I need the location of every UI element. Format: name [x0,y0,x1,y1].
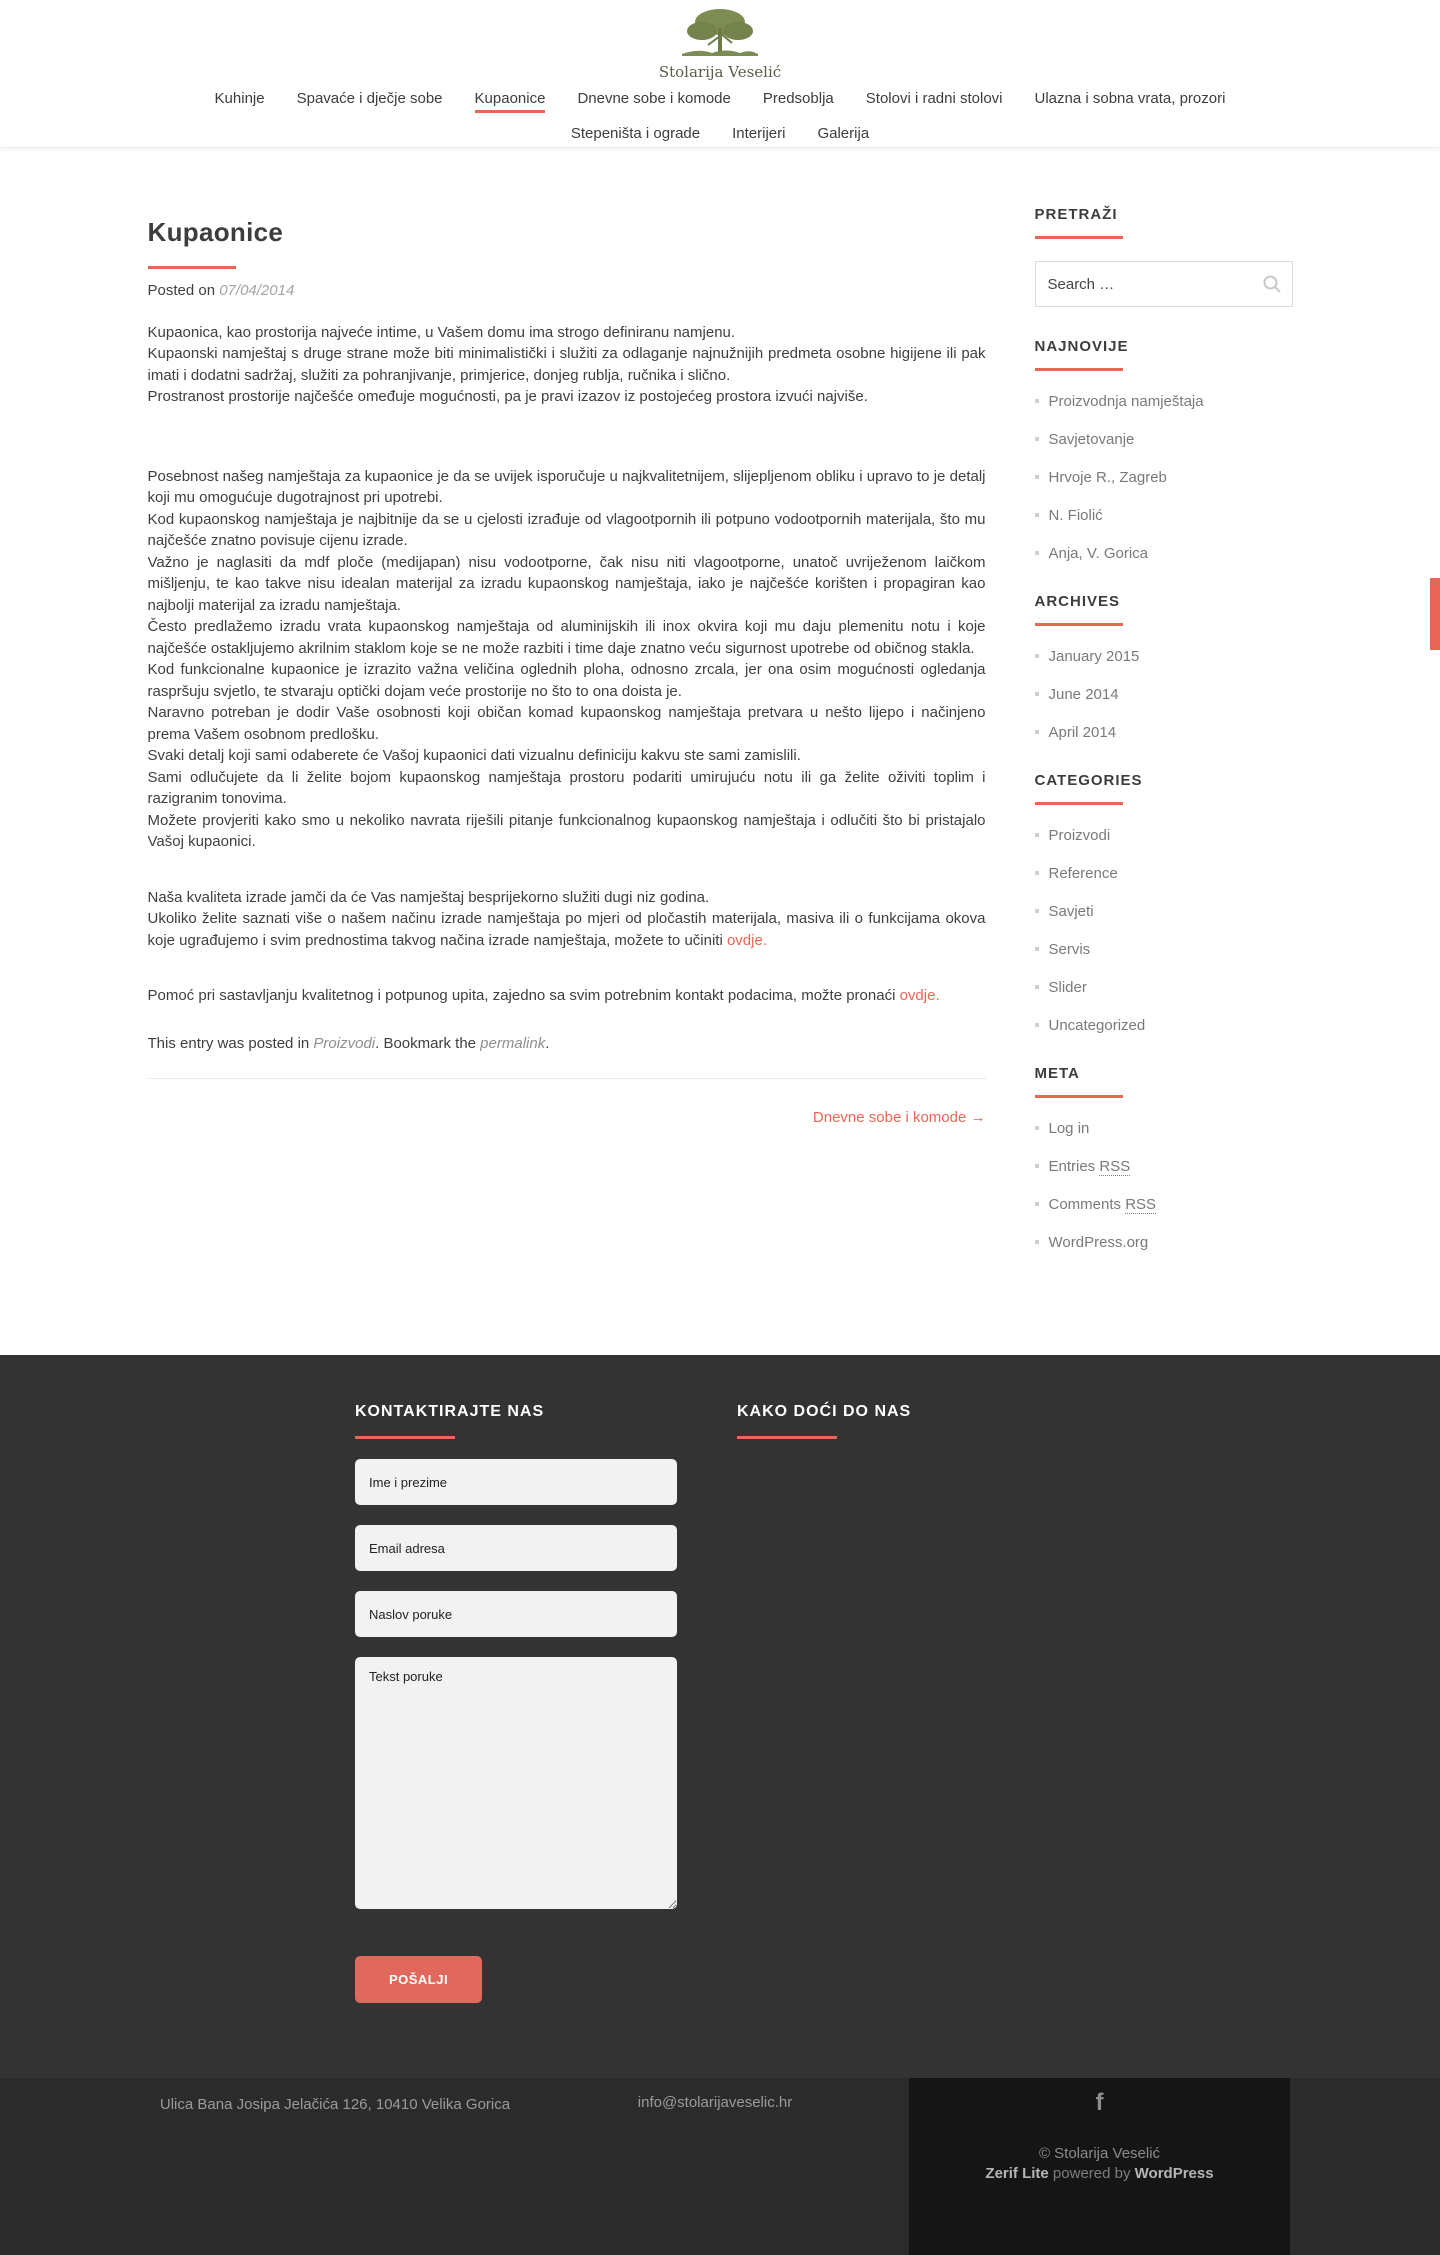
site-logo[interactable] [0,0,1440,81]
more-info-text: Ukoliko želite saznati više o našem načinu izrade namještaja po mjeri od pločastih materijala, masiva ili o funkcijama okova koje ugrađujemo i svim prednostima takvog načina izrade namještaja, možete to učiniti [147,910,986,949]
entry-meta-text: . Bookmark the [375,1034,481,1052]
bullet-icon [1035,654,1039,658]
paragraph-line: Posebnost našeg namještaja za kupaonice je da se uvijek isporučuje u najkvalitetnijem, slijepljenom obliku i upravo to je detalj koji mu omogućuje dugotrajnost pri upotrebi. [147,467,986,507]
next-post-link[interactable]: Dnevne sobe i komode → [812,1108,986,1126]
nav-item[interactable]: Ulazna i sobna vrata, prozori [1034,90,1226,107]
paragraph-line: Svaki detalj koji sami odaberete će Vašoj kupaonici dati vizualnu definiciju kakvu ste sami zamislili. [147,747,801,765]
contact-form [355,1439,677,2003]
help-line [148,985,986,1007]
powered-by-text: powered by [1048,2165,1135,2182]
tree-icon [678,6,762,60]
theme-credits [909,2165,1290,2182]
entry-meta-text: This entry was posted in [147,1034,314,1052]
bullet-icon [1035,1164,1039,1168]
list-item [1035,469,1293,486]
quality-line: Naša kvaliteta izrade jamči da će Vas namještaj besprijekorno služiti dugi niz godina. [147,888,710,906]
facebook-icon[interactable]: f [1095,2089,1104,2116]
list-item [1035,1120,1293,1137]
bullet-icon [1035,1240,1039,1244]
meta-link[interactable]: Comments RSS [1048,1196,1157,1213]
send-button[interactable]: POŠALJI [355,1956,482,2003]
map-section [737,1403,911,2003]
more-info-line [148,908,986,951]
archive-link[interactable]: January 2015 [1048,648,1140,665]
widget-underline [1035,1095,1123,1098]
map-heading: KAKO DOĆI DO NAS [737,1403,912,1420]
nav-item[interactable]: Kupaonice [475,90,546,113]
archives-list [1035,648,1293,741]
bullet-icon [1035,833,1039,837]
permalink-link[interactable]: permalink [480,1034,546,1052]
post-date: 07/04/2014 [219,281,295,299]
wordpress-link[interactable]: WordPress [1134,2165,1214,2182]
paragraph-line: Možete provjeriti kako smo u nekoliko navrata riješili pitanje funkcionalnog kupaonskog namještaja i odlučiti što bi pristajalo Vašoj kupaonici. [147,811,986,851]
category-link[interactable]: Reference [1048,865,1118,882]
site-header [0,0,1440,148]
spacer [148,853,986,887]
contact-section [355,1403,677,2003]
categories-widget [1035,772,1293,1034]
meta-list [1035,1120,1293,1251]
bullet-icon [1035,985,1039,989]
help-text: Pomoć pri sastavljanju kvalitetnog i potpunog upita, zajedno sa svim potrebnim kontakt podacima, možte pronaći [147,987,900,1005]
bullet-icon [1035,437,1039,441]
recent-posts-heading: NAJNOVIJE [1034,338,1129,355]
paragraph-line: Kod kupaonskog namještaja je najbitnije da se u cjelosti izrađuje od vlagootpornih ili potpuno vodootpornih materijala, što mu najčešće znatno povisuje cijenu izrade. [147,510,986,550]
paragraph-line: Naravno potreban je dodir Vaše osobnosti koji običan komad kupaonskog namještaja pretvara u nešto lijepo i načinjeno prema Vašem osobnom predlošku. [147,704,986,743]
recent-post-link[interactable]: Savjetovanje [1048,431,1135,448]
post-date-line [148,282,986,299]
list-item [1035,724,1293,741]
list-item [1035,1017,1293,1034]
list-item [1035,648,1293,665]
post-divider [148,1078,986,1079]
rss-abbr: RSS [1099,1158,1131,1175]
search-widget-heading: PRETRAŽI [1034,206,1118,223]
nav-item[interactable]: Predsoblja [762,90,834,107]
main-nav-row1 [0,90,1440,113]
footer-address: Ulica Bana Josipa Jelačića 126, 10410 Velika Gorica [159,2096,511,2113]
bullet-icon [1035,947,1039,951]
paragraph-line: Kupaonski namještaj s druge strane može biti minimalistički i služiti za odlaganje najnužnijih predmeta osobne higijene ili pak imati i dodatni sadržaj, služiti za pohranjivanje, primjerice, donjeg rublja, ručnika i slično. [147,345,986,384]
list-item [1035,507,1293,524]
meta-link[interactable]: WordPress.org [1048,1234,1149,1251]
footer-credits-panel [909,2078,1290,2255]
bullet-icon [1035,692,1039,696]
list-item [1035,979,1293,996]
bullet-icon [1035,1202,1039,1206]
list-item [1035,865,1293,882]
rss-abbr: RSS [1125,1196,1157,1213]
widget-underline [1035,236,1123,239]
recent-posts-widget [1035,338,1293,562]
list-item [1035,431,1293,448]
main-content [148,148,1293,1355]
subject-field[interactable] [355,1591,677,1637]
email-field[interactable] [355,1525,677,1571]
recent-post-link[interactable]: Proizvodnja namještaja [1048,393,1204,410]
archives-heading: ARCHIVES [1034,593,1121,610]
nav-item[interactable]: Kuhinje [214,90,265,107]
bullet-icon [1035,909,1039,913]
search-input[interactable] [1035,261,1293,307]
name-field[interactable] [355,1459,677,1505]
entry-meta [148,1035,986,1052]
spacer [148,951,986,985]
nav-item[interactable]: Interijeri [732,125,786,142]
recent-posts-list [1035,393,1293,562]
search-widget [1035,206,1293,307]
nav-item[interactable]: Stolovi i radni stolovi [865,90,1003,107]
footer [0,1355,1440,2078]
recent-post-link[interactable]: N. Fiolić [1048,507,1103,524]
categories-list [1035,827,1293,1034]
body-paragraph [148,466,986,853]
paragraph-line: Često predlažemo izradu vrata kupaonskog namještaja od aluminijskih ili inox okvira koji mu daju plemenitu notu i koje najčešće ostakljujemo akrilnim staklom koje se ne može razbiti i time daje znatno veću sigurnost upotrebe od običnog stakla. [147,618,986,657]
nav-item[interactable]: Spavaće i dječje sobe [296,90,443,107]
post-title: Kupaonice [147,217,284,248]
footer-email-link[interactable]: info@stolarijaveselic.hr [637,2094,793,2111]
paragraph-line: Kod funkcionalne kupaonice je izrazito važna veličina oglednih ploha, odnosno zrcala, jer ona osim mogućnosti ogledanja raspršuju svjetlo, te stvaraju optički dojam veće prostorije no što to ona doista je. [147,661,986,700]
meta-link[interactable]: Log in [1048,1120,1090,1137]
post-navigation [148,1109,986,1127]
nav-item[interactable]: Stepeništa i ograde [570,125,701,142]
category-link[interactable]: Savjeti [1048,903,1094,920]
search-icon[interactable] [1262,274,1282,299]
paragraph-line: Kupaonica, kao prostorija najveće intime, u Vašem domu ima strogo definiranu namjenu. [147,323,736,341]
bullet-icon [1035,1023,1039,1027]
recent-post-link[interactable]: Anja, V. Gorica [1048,545,1148,562]
site-name: Stolarija Veselić [658,63,782,81]
paragraph-line: Sami odlučujete da li želite bojom kupaonskog namještaja prostoru podariti umirujuću notu ili ga želite oživiti toplim i razigranim tonovima. [147,768,986,808]
categories-heading: CATEGORIES [1034,772,1143,789]
paragraph-line: Važno je naglasiti da mdf ploče (medijapan) nisu vodootporne, čak nisu niti vlagootporne, unatoč uvriježenom laičkom mišljenju, te kao takve nisu idealan materijal za izradu kupaonskog namještaja, iako je najčešće korišten i propagiran kao najbolji materijal za izradu namještaja. [147,553,986,614]
posted-label: Posted on [147,281,220,299]
category-link[interactable]: Uncategorized [1048,1017,1146,1034]
edge-tab[interactable] [1430,578,1440,650]
category-link[interactable]: Proizvodi [1048,827,1111,844]
bullet-icon [1035,551,1039,555]
nav-item[interactable]: Galerija [817,125,870,142]
post-article [148,200,986,1355]
bullet-icon [1035,1126,1039,1130]
spacer [148,408,986,466]
bullet-icon [1035,399,1039,403]
meta-heading: META [1034,1065,1080,1082]
nav-item[interactable]: Dnevne sobe i komode [577,90,731,107]
footer-bottom [0,2078,1440,2255]
widget-underline [1035,368,1123,371]
sidebar [1035,206,1293,1355]
main-nav-row2 [0,125,1440,145]
list-item [1035,1196,1293,1213]
meta-link[interactable]: Entries RSS [1048,1158,1131,1175]
meta-widget [1035,1065,1293,1251]
bullet-icon [1035,730,1039,734]
list-item [1035,393,1293,410]
bullet-icon [1035,871,1039,875]
category-link[interactable]: Servis [1048,941,1091,958]
list-item [1035,903,1293,920]
widget-underline [1035,802,1123,805]
copyright: © Stolarija Veselić [1038,2145,1161,2162]
category-link[interactable]: Proizvodi [313,1034,376,1052]
theme-link[interactable]: Zerif Lite [985,2165,1049,2182]
heading-underline [737,1436,837,1439]
list-item [1035,545,1293,562]
list-item [1035,686,1293,703]
help-link[interactable]: ovdje. [899,987,940,1005]
list-item [1035,827,1293,844]
more-info-link[interactable]: ovdje. [726,931,767,949]
contact-heading: KONTAKTIRAJTE NAS [355,1403,545,1420]
intro-paragraph [148,322,986,408]
archives-widget [1035,593,1293,741]
title-underline [148,266,236,269]
entry-meta-text: . [545,1034,550,1052]
archive-link[interactable]: April 2014 [1048,724,1117,741]
list-item [1035,941,1293,958]
bullet-icon [1035,475,1039,479]
paragraph-line: Prostranost prostorije najčešće omeđuje mogućnosti, pa je pravi izazov iz postojećeg prostora izvući najviše. [147,388,868,406]
category-link[interactable]: Slider [1048,979,1087,996]
message-field[interactable] [355,1657,677,1909]
archive-link[interactable]: June 2014 [1048,686,1119,703]
list-item [1035,1234,1293,1251]
recent-post-link[interactable]: Hrvoje R., Zagreb [1048,469,1167,486]
bullet-icon [1035,513,1039,517]
list-item [1035,1158,1293,1175]
widget-underline [1035,623,1123,626]
